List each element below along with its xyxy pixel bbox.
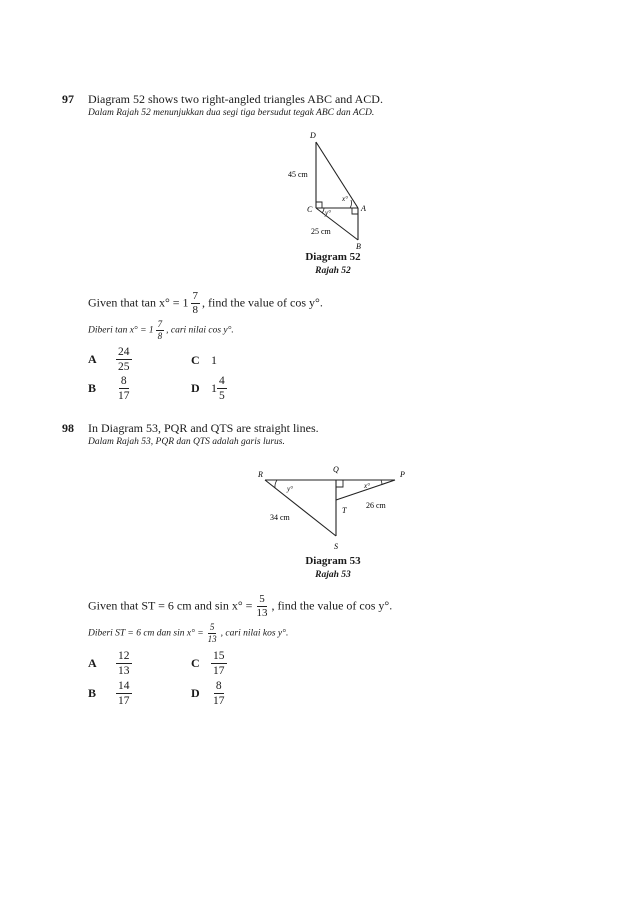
mixed-fraction [156, 320, 165, 341]
given-ms [88, 320, 234, 341]
option-letter: D [191, 686, 200, 701]
given-en-pre: Given that ST = 6 cm and sin x° = [88, 598, 253, 613]
label-a: A [361, 204, 366, 213]
fraction-numerator: 7 [157, 319, 163, 329]
mixed-fraction [191, 291, 201, 316]
fraction-denominator: 17 [118, 390, 130, 403]
fraction [206, 623, 219, 644]
label-b: B [356, 242, 361, 250]
label-angle-y: y° [325, 209, 331, 217]
option-fraction [116, 680, 132, 707]
fraction-numerator: 5 [209, 622, 215, 632]
label-t: T [342, 506, 347, 515]
fraction-numerator: 7 [192, 290, 199, 302]
option-letter: B [88, 381, 97, 396]
given-ms-post: , cari nilai cos y°. [166, 325, 234, 336]
option-fraction [116, 650, 132, 677]
given-ms-pre: Diberi ST = 6 cm dan sin x° = [88, 628, 204, 639]
label-45cm: 45 cm [288, 170, 308, 179]
option-whole: 1 [211, 381, 217, 396]
given-ms [88, 623, 288, 644]
option-letter: A [88, 656, 97, 671]
option-fraction [211, 680, 227, 707]
option-fraction [116, 346, 132, 373]
given-en [88, 594, 392, 619]
given-en-pre: Given that tan x° = 1 [88, 295, 189, 310]
label-angle-x: x° [364, 482, 370, 490]
question-text-en: Diagram 52 shows two right-angled triangles ABC and ACD. [88, 92, 383, 106]
fraction-denominator: 17 [213, 665, 225, 678]
fraction-denominator: 5 [219, 390, 225, 403]
label-s: S [334, 542, 338, 551]
question-number: 98 [62, 421, 74, 435]
option-letter: C [191, 656, 200, 671]
option-c[interactable] [191, 650, 227, 677]
option-letter: B [88, 686, 97, 701]
fraction-denominator: 13 [118, 665, 130, 678]
fraction [254, 594, 269, 619]
label-p: P [400, 470, 405, 479]
fraction-numerator: 12 [116, 650, 132, 664]
given-ms-pre: Diberi tan x° = 1 [88, 325, 154, 336]
fraction-denominator: 17 [118, 695, 130, 708]
option-letter: A [88, 352, 97, 367]
fraction-denominator: 25 [118, 361, 130, 374]
diagram-caption-en: Diagram 52 [305, 251, 361, 263]
diagram-caption-ms: Rajah 52 [315, 266, 351, 276]
fraction-numerator: 24 [116, 346, 132, 360]
label-d: D [310, 131, 316, 140]
given-en [88, 291, 323, 316]
label-34cm: 34 cm [270, 513, 290, 522]
option-a[interactable] [88, 346, 132, 373]
option-d[interactable] [191, 375, 227, 402]
fraction-numerator: 14 [116, 680, 132, 694]
question-text-en: In Diagram 53, PQR and QTS are straight lines. [88, 421, 319, 435]
label-angle-x: x° [342, 195, 348, 203]
option-b[interactable] [88, 375, 132, 402]
fraction-numerator: 15 [211, 650, 227, 664]
option-value: 1 [211, 353, 217, 367]
label-25cm: 25 cm [311, 227, 331, 236]
label-r: R [258, 470, 263, 479]
label-c: C [307, 205, 313, 214]
label-26cm: 26 cm [366, 501, 386, 510]
label-q: Q [333, 465, 339, 474]
fraction-denominator: 8 [157, 331, 163, 341]
diagram-caption-en: Diagram 53 [305, 555, 361, 567]
fraction-numerator: 4 [217, 375, 227, 389]
fraction-denominator: 17 [213, 695, 225, 708]
given-ms-post: , cari nilai kos y°. [220, 628, 289, 639]
option-d[interactable] [191, 680, 227, 707]
option-letter: C [191, 353, 200, 367]
fraction-numerator: 8 [214, 680, 224, 694]
option-b[interactable] [88, 680, 132, 707]
option-fraction [217, 375, 227, 402]
fraction-denominator: 13 [256, 607, 268, 619]
option-fraction [116, 375, 132, 402]
question-number: 97 [62, 92, 74, 106]
option-c[interactable] [191, 353, 217, 368]
given-en-post: , find the value of cos y°. [202, 295, 323, 310]
option-fraction [211, 650, 227, 677]
diagram-caption-ms: Rajah 53 [315, 570, 351, 580]
given-en-post: , find the value of cos y°. [271, 598, 393, 613]
option-letter: D [191, 381, 200, 396]
question-text-ms: Dalam Rajah 52 menunjukkan dua segi tiga bersudut tegak ABC dan ACD. [88, 108, 375, 118]
option-a[interactable] [88, 650, 132, 677]
fraction-numerator: 8 [119, 375, 129, 389]
diagram-53 [250, 458, 422, 554]
fraction-numerator: 5 [259, 593, 265, 605]
fraction-denominator: 8 [192, 304, 199, 316]
question-text-ms: Dalam Rajah 53, PQR dan QTS adalah garis lurus. [88, 437, 285, 447]
fraction-denominator: 13 [207, 634, 217, 644]
diagram-52 [280, 128, 390, 250]
label-angle-y: y° [287, 485, 293, 493]
